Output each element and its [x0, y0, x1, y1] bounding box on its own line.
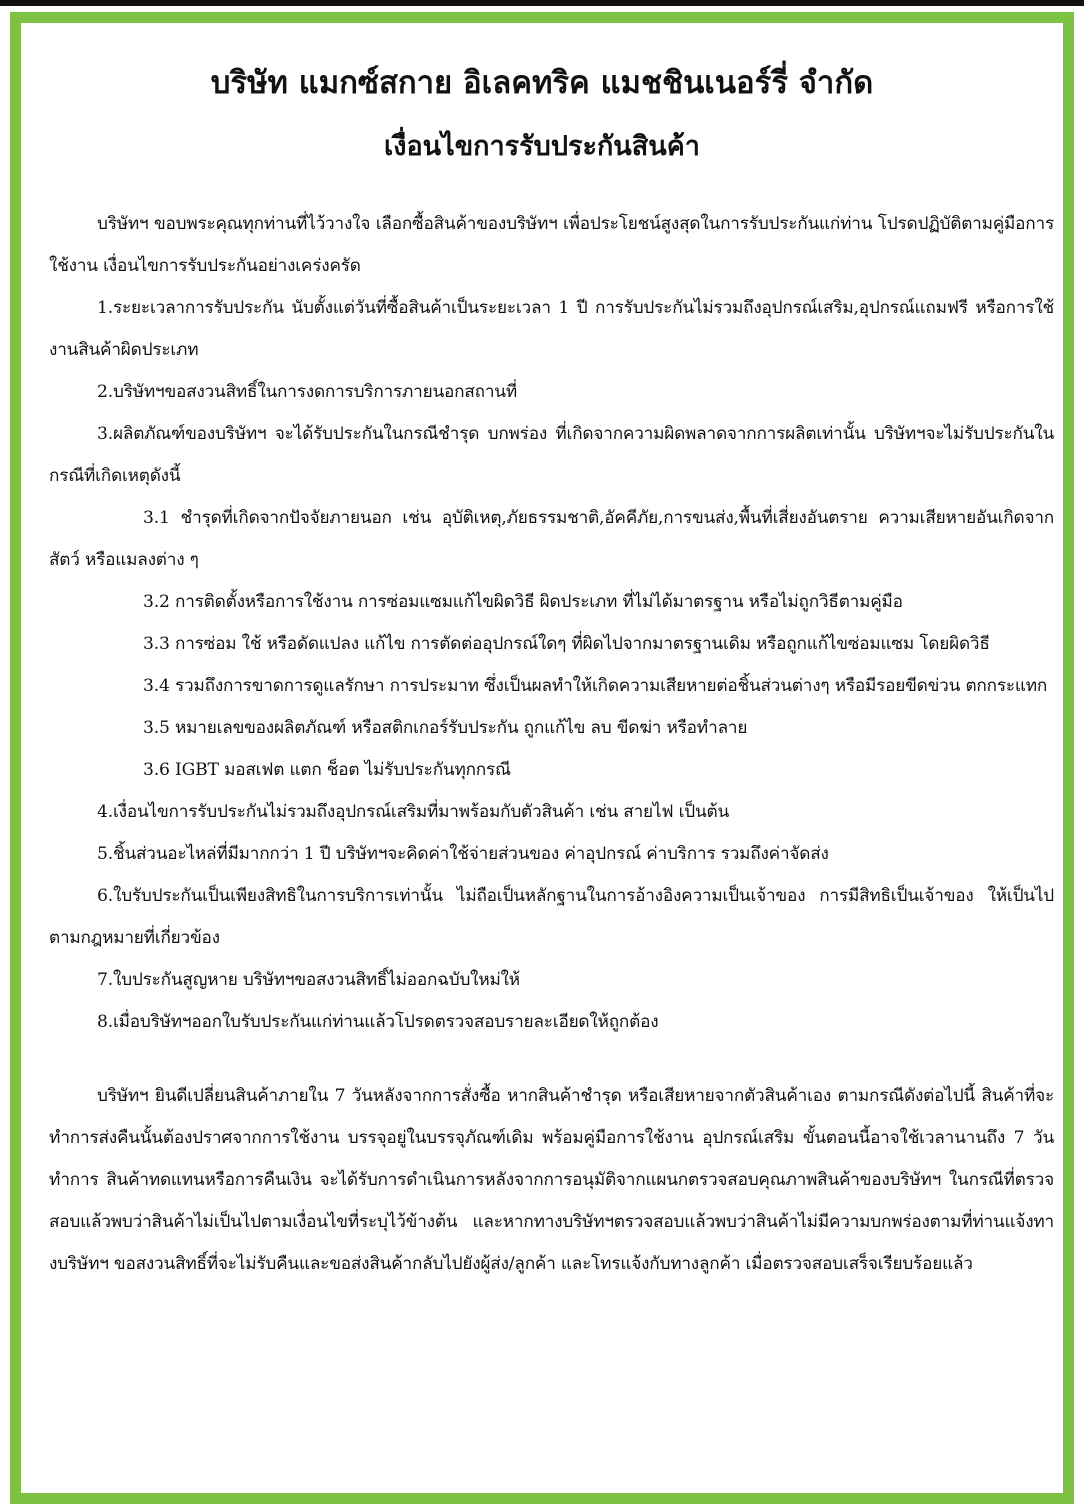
sub-item-3-2: 3.2 การติดตั้งหรือการใช้งาน การซ่อมแซมแก้ไขผิดวิธี ผิดประเภท ที่ไม่ได้มาตรฐาน หรือไม่ถูกวิธีตามคู่มือ [143, 592, 903, 612]
closing-paragraph: บริษัทฯ ยินดีเปลี่ยนสินค้าภายใน 7 วันหลังจากการสั่งซื้อ หากสินค้าชำรุด หรือเสียหายจากตัวสินค้าเอง ตามกรณีดังต่อไปนี้ สินค้าที่จะทำการส่งคืนนั้นต้องปราศจากการใช้งาน บรรจุอยู่ในบรรจุภัณฑ์เดิม พร้อมคู่มือการใช้งาน อุปกรณ์เสริม ขั้นตอนนี้อาจใช้เวลานานถึง 7 วันทำการ สินค้าทดแทนหรือการคืนเงิน จะได้รับการดำเนินการหลังจากการอนุมัติจากแผนกตรวจสอบคุณภาพสินค้าของบริษัทฯ ในกรณีที่ตรวจสอบแล้วพบว่าสินค้าไม่เป็นไปตามเงื่อนไขที่ระบุไว้ข้างต้น และหากทางบริษัทฯตรวจสอบแล้วพบว่าสินค้าไม่มีความบกพร่องตามที่ท่านแจ้งทางบริษัทฯ ขอสงวนสิทธิ์ที่จะไม่รับคืนและขอส่งสินค้ากลับไปยังผู้ส่ง/ลูกค้า และโทรแจ้งกับทางลูกค้า เมื่อตรวจสอบเสร็จเรียบร้อยแล้ว [49, 1086, 1054, 1274]
condition-item-2: 2.บริษัทฯขอสงวนสิทธิ์ในการงดการบริการภายนอกสถานที่ [97, 382, 517, 402]
company-name-heading: บริษัท แมกซ์สกาย อิเลคทริค แมชชินเนอร์รี่ จำกัด [210, 65, 874, 101]
condition-item-1: 1.ระยะเวลาการรับประกัน นับตั้งแต่วันที่ซื้อสินค้าเป็นระยะเวลา 1 ปี การรับประกันไม่รวมถึงอุปกรณ์เสริม,อุปกรณ์แถมฟรี หรือการใช้งานสินค้าผิดประเภท [49, 298, 1054, 360]
sub-item-3-4: 3.4 รวมถึงการขาดการดูแลรักษา การประมาท ซึ่งเป็นผลทำให้เกิดความเสียหายต่อชิ้นส่วนต่างๆ หรือมีรอยขีดข่วน ตกกระแทก [143, 676, 1048, 696]
paragraph-gap [49, 1043, 1054, 1075]
sub-item-3-5: 3.5 หมายเลขของผลิตภัณฑ์ หรือสติกเกอร์รับประกัน ถูกแก้ไข ลบ ขีดฆ่า หรือทำลาย [143, 718, 748, 738]
condition-item-4: 4.เงื่อนไขการรับประกันไม่รวมถึงอุปกรณ์เสริมที่มาพร้อมกับตัวสินค้า เช่น สายไฟ เป็นต้น [97, 802, 730, 822]
document-title: เงื่อนไขการรับประกันสินค้า [384, 131, 700, 162]
sub-item-3-6: 3.6 IGBT มอสเฟต แตก ช็อต ไม่รับประกันทุกกรณี [143, 760, 511, 780]
warranty-document-frame [10, 12, 1074, 1504]
sub-item-3-3: 3.3 การซ่อม ใช้ หรือดัดแปลง แก้ไข การตัดต่ออุปกรณ์ใดๆ ที่ผิดไปจากมาตรฐานเดิม หรือถูกแก้ไขซ่อมแซม โดยผิดวิธี [143, 634, 990, 654]
document-body [49, 203, 1054, 1285]
condition-item-6: 6.ใบรับประกันเป็นเพียงสิทธิในการบริการเท่านั้น ไม่ถือเป็นหลักฐานในการอ้างอิงความเป็นเจ้าของ การมีสิทธิเป็นเจ้าของ ให้เป็นไปตามกฎหมายที่เกี่ยวข้อง [49, 886, 1054, 948]
intro-paragraph: บริษัทฯ ขอบพระคุณทุกท่านที่ไว้วางใจ เลือกซื้อสินค้าของบริษัทฯ เพื่อประโยชน์สูงสุดในการรับประกันแก่ท่าน โปรดปฏิบัติตามคู่มือการใช้งาน เงื่อนไขการรับประกันอย่างเคร่งครัด [49, 214, 1054, 276]
sub-item-3-1: 3.1 ชำรุดที่เกิดจากปัจจัยภายนอก เช่น อุบัติเหตุ,ภัยธรรมชาติ,อัคคีภัย,การขนส่ง,พื้นที่เสี่ยงอันตราย ความเสียหายอันเกิดจากสัตว์ หรือแมลงต่าง ๆ [49, 508, 1054, 570]
condition-item-8: 8.เมื่อบริษัทฯออกใบรับประกันแก่ท่านแล้วโปรดตรวจสอบรายละเอียดให้ถูกต้อง [97, 1012, 659, 1032]
top-edge-bar [0, 0, 1084, 6]
condition-item-5: 5.ชิ้นส่วนอะไหล่ที่มีมากกว่า 1 ปี บริษัทฯจะคิดค่าใช้จ่ายส่วนของ ค่าอุปกรณ์ ค่าบริการ รวมถึงค่าจัดส่ง [97, 844, 829, 864]
condition-item-3: 3.ผลิตภัณฑ์ของบริษัทฯ จะได้รับประกันในกรณีชำรุด บกพร่อง ที่เกิดจากความผิดพลาดจากการผลิตเท่านั้น บริษัทฯจะไม่รับประกันในกรณีที่เกิดเหตุดังนี้ [49, 424, 1054, 486]
condition-item-7: 7.ใบประกันสูญหาย บริษัทฯขอสงวนสิทธิ์ไม่ออกฉบับใหม่ให้ [97, 970, 520, 990]
